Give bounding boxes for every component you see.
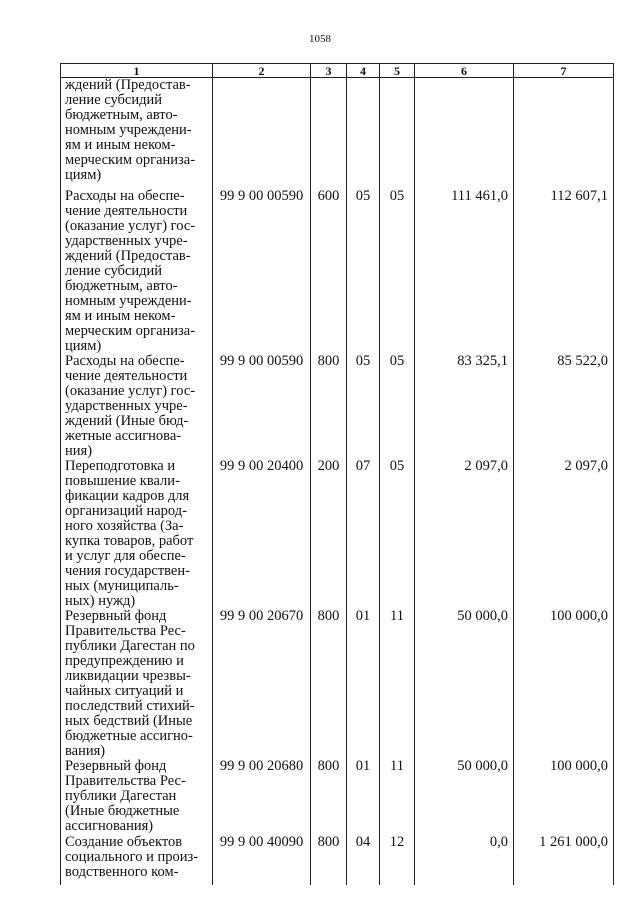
sum-year2-cell (514, 78, 614, 189)
section-cell: 01 (347, 609, 380, 759)
item-name-line: Переподготовка и (65, 457, 176, 474)
expense-type-cell: 600 (311, 189, 347, 354)
item-name-line: мерческим организа- (65, 322, 196, 339)
column-header: 6 (415, 64, 514, 78)
item-name-line: вания) (65, 742, 106, 759)
subsection-cell: 05 (380, 189, 415, 354)
item-name-line: ного хозяйства (За- (65, 517, 184, 534)
item-name-line: ных бедствий (Иные (65, 712, 193, 729)
table-row (61, 759, 614, 835)
item-name-line: мерческим организа- (65, 152, 196, 168)
column-header: 5 (380, 64, 415, 78)
sum-year1-cell: 111 461,0 (415, 189, 514, 354)
budget-code-cell: 99 9 00 00590 (213, 354, 311, 459)
sum-year2-cell: 100 000,0 (514, 609, 614, 759)
item-name-line: организаций народ- (65, 502, 187, 519)
expense-type-cell: 800 (311, 835, 347, 885)
item-name-line: чения государствен- (65, 562, 190, 579)
item-name-line: ассигнования) (65, 817, 154, 834)
sum-year1-cell: 50 000,0 (415, 609, 514, 759)
item-name-line: ликвидации чрезвы- (65, 667, 191, 684)
table-row (61, 354, 614, 459)
section-cell: 04 (347, 835, 380, 885)
item-name-line: ударственных учре- (65, 397, 188, 414)
item-name-line: купка товаров, работ (65, 532, 194, 549)
item-name-cell (61, 835, 213, 885)
item-name-line: (оказание услуг) гос- (65, 217, 196, 234)
item-name-line: последствий стихий- (65, 697, 195, 714)
item-name-cell (61, 78, 213, 189)
expense-type-cell: 800 (311, 354, 347, 459)
item-name-line: ударственных учре- (65, 232, 188, 249)
item-name-cell (61, 189, 213, 354)
item-name-line: ных) нужд) (65, 592, 136, 609)
item-name-line: и услуг для обеспе- (65, 547, 186, 564)
item-name-line: Правительства Рес- (65, 622, 186, 639)
item-name-line: циям) (65, 337, 102, 354)
budget-code-cell: 99 9 00 20680 (213, 759, 311, 835)
section-cell: 07 (347, 459, 380, 609)
item-name-line: социального и произ- (65, 848, 199, 865)
section-cell: 05 (347, 354, 380, 459)
header-row (61, 64, 614, 78)
subsection-cell (380, 78, 415, 189)
item-name-line: ния) (65, 442, 93, 459)
column-header: 4 (347, 64, 380, 78)
item-name-cell (61, 459, 213, 609)
section-cell (347, 78, 380, 189)
item-name-line: Расходы на обеспе- (65, 352, 185, 369)
column-header: 7 (514, 64, 614, 78)
item-name-line: Создание объектов (65, 833, 183, 850)
item-name-line: повышение квали- (65, 472, 180, 489)
item-name-line: ление субсидий (65, 92, 163, 108)
budget-code-cell: 99 9 00 20670 (213, 609, 311, 759)
item-name-line: чение деятельности (65, 202, 188, 219)
table-row (61, 835, 614, 885)
sum-year2-cell: 85 522,0 (514, 354, 614, 459)
subsection-cell: 05 (380, 459, 415, 609)
item-name-line: публики Дагестан (65, 787, 177, 804)
column-header: 2 (213, 64, 311, 78)
item-name-line: ям и иным неком- (65, 137, 176, 153)
item-name-line: бюджетные ассигно- (65, 727, 193, 744)
table-body (61, 78, 614, 885)
sum-year1-cell: 50 000,0 (415, 759, 514, 835)
column-header: 3 (311, 64, 347, 78)
budget-code-cell: 99 9 00 20400 (213, 459, 311, 609)
table-row (61, 459, 614, 609)
sum-year1-cell: 2 097,0 (415, 459, 514, 609)
sum-year2-cell: 100 000,0 (514, 759, 614, 835)
expense-type-cell: 200 (311, 459, 347, 609)
table-row (61, 78, 614, 189)
budget-code-cell (213, 78, 311, 189)
sum-year2-cell: 1 261 000,0 (514, 835, 614, 885)
budget-code-cell: 99 9 00 00590 (213, 189, 311, 354)
table-row (61, 189, 614, 354)
sum-year1-cell: 83 325,1 (415, 354, 514, 459)
item-name-line: бюджетным, авто- (65, 277, 178, 294)
budget-table (60, 63, 614, 885)
item-name-line: бюджетным, авто- (65, 107, 178, 123)
subsection-cell: 11 (380, 609, 415, 759)
expense-type-cell: 800 (311, 759, 347, 835)
item-name-line: номным учреждени- (65, 292, 192, 309)
item-name-line: жетные ассигнова- (65, 427, 182, 444)
sum-year1-cell (415, 78, 514, 189)
item-name-line: ям и иным неком- (65, 307, 176, 324)
item-name-line: ждений (Иные бюд- (65, 412, 189, 429)
expense-type-cell (311, 78, 347, 189)
budget-code-cell: 99 9 00 40090 (213, 835, 311, 885)
item-name-line: Резервный фонд (65, 607, 167, 624)
sum-year1-cell: 0,0 (415, 835, 514, 885)
table-row (61, 609, 614, 759)
item-name-line: циям) (65, 167, 102, 183)
item-name-line: ждений (Предостав- (65, 77, 191, 93)
item-name-line: ление субсидий (65, 262, 163, 279)
item-name-line: чение деятельности (65, 367, 188, 384)
item-name-line: Резервный фонд (65, 757, 167, 774)
column-header: 1 (61, 64, 213, 78)
subsection-cell: 05 (380, 354, 415, 459)
section-cell: 01 (347, 759, 380, 835)
item-name-line: Правительства Рес- (65, 772, 186, 789)
item-name-line: предупреждению и (65, 652, 184, 669)
item-name-cell (61, 354, 213, 459)
item-name-line: (Иные бюджетные (65, 802, 180, 819)
item-name-line: водственного ком- (65, 863, 179, 880)
sum-year2-cell: 112 607,1 (514, 189, 614, 354)
item-name-line: ных (муниципаль- (65, 577, 179, 594)
section-cell: 05 (347, 189, 380, 354)
subsection-cell: 12 (380, 835, 415, 885)
item-name-line: чайных ситуаций и (65, 682, 184, 699)
item-name-cell (61, 759, 213, 835)
item-name-line: публики Дагестан по (65, 637, 195, 654)
item-name-line: ждений (Предостав- (65, 247, 191, 264)
item-name-line: номным учреждени- (65, 122, 192, 138)
item-name-line: Расходы на обеспе- (65, 187, 185, 204)
item-name-cell (61, 609, 213, 759)
subsection-cell: 11 (380, 759, 415, 835)
item-name-line: фикации кадров для (65, 487, 190, 504)
page-number: 1058 (309, 33, 331, 45)
sum-year2-cell: 2 097,0 (514, 459, 614, 609)
item-name-line: (оказание услуг) гос- (65, 382, 196, 399)
expense-type-cell: 800 (311, 609, 347, 759)
